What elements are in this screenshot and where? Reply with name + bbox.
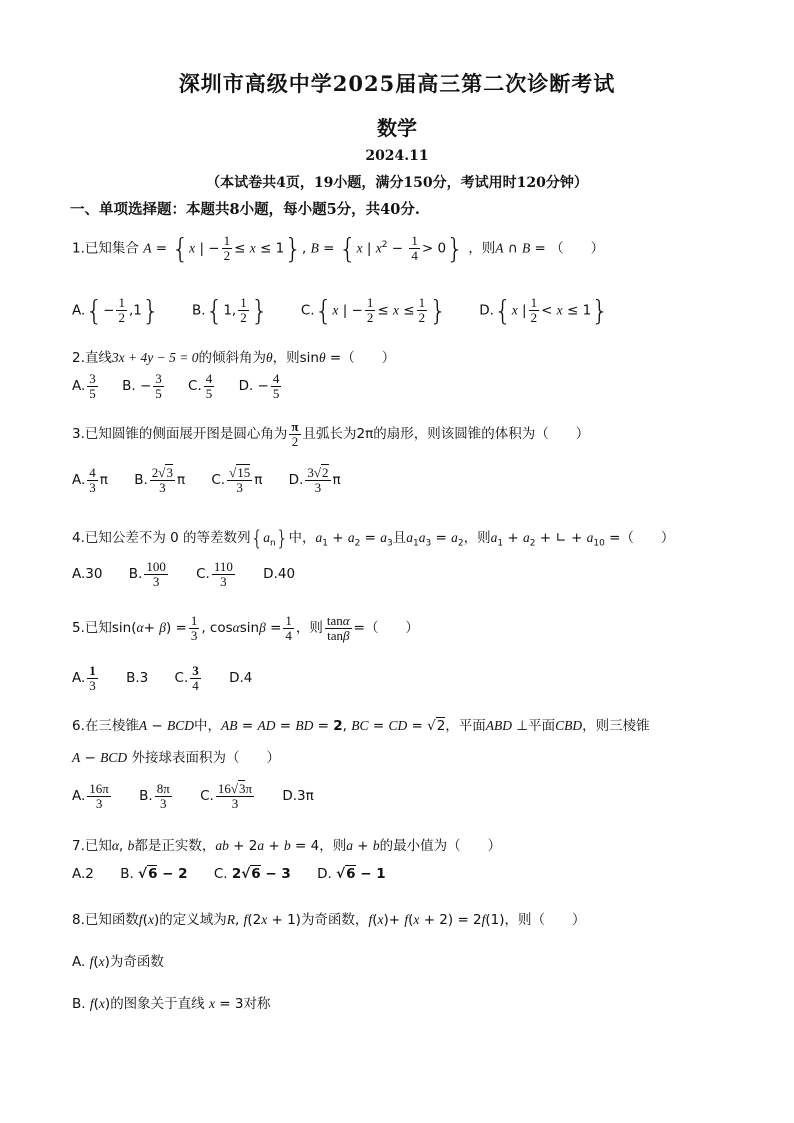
q4-prefix: 4.已知公差不为 0 的等差数列 [72,530,251,546]
q3-suffix: 且弧长为2π的扇形，则该圆锥的体积为（ ） [302,426,590,443]
q6-option-c[interactable]: C. $\frac{16√3\pi}{3}$ [200,781,253,811]
q1-prefix: 1.已知集合 [72,240,139,257]
question-2-options [72,372,311,400]
q5-option-c[interactable]: C. $\frac{3}{4}$ [174,663,199,693]
q5-option-a[interactable]: A. $\frac{1}{3}$ [72,663,96,693]
q7-option-b[interactable]: B. √6 − 2 [120,866,188,882]
q2-prefix: 2.直线 [72,350,112,366]
q7-mid: 都是正实数， [134,838,216,854]
question-6-options [72,782,342,810]
q2-option-c[interactable]: C. $\frac{4}{5}$ [188,371,213,401]
q6-mid2: ，平面 [445,718,486,734]
q7-option-a[interactable]: A.2 [72,866,94,882]
q6-option-d[interactable]: D.3π [282,788,314,805]
exam-info: （本试卷共4页，19小题，满分150分，考试用时120分钟） [206,175,588,191]
q5-blank: （ ） [364,620,419,637]
question-1-options [72,294,637,327]
q4-option-c[interactable]: C. $\frac{110}{3}$ [196,559,233,589]
question-5-options [72,664,280,692]
q4-option-b[interactable]: B. $\frac{100}{3}$ [128,559,166,589]
exam-title: 深圳市高级中学2025届高三第二次诊断考试 [178,71,616,96]
q6-mid: 中， [194,718,222,734]
q1-suffix: ，则 [468,240,496,257]
question-7: 7.已知α, b都是正实数，ab + 2a + b = 4，则a + b的最小值为（ ） [72,838,502,854]
q1-option-d[interactable]: D.{x | $\frac{1}{2}$ < x ≤ 1} [479,294,609,327]
q2-option-a[interactable]: A. $\frac{3}{5}$ [72,371,96,401]
q3-option-b[interactable]: B. $\frac{2√3}{3}$ π [134,465,186,495]
q8-option-a[interactable]: A. f(x)为奇函数 [72,954,164,970]
q1-option-c[interactable]: C.{x | − $\frac{1}{2}$ ≤ x ≤ $\frac{1}{2}$ } [300,294,447,327]
question-6-line2: A − BCD 外接球表面积为（ ） [72,750,280,766]
q2-suffix: ，则 [272,350,300,366]
question-6: 6.在三棱锥A − BCD中，AB = AD = BD = 2, BC = CD = √2，平面ABD ⊥平面CBD，则三棱锥 [72,718,650,734]
exam-subject: 数学 [377,116,417,140]
q2-mid: 的倾斜角为 [198,350,266,366]
q5-suffix: ，则 [295,620,323,637]
q5-option-d[interactable]: D.4 [229,670,253,687]
q1-option-b[interactable]: B.{1, $\frac{1}{2}$ } [191,294,269,327]
q2-blank: （ ） [341,350,396,366]
question-3-options [72,466,369,494]
q3-option-d[interactable]: D. $\frac{3√2}{3}$ π [288,465,341,495]
q4-option-d[interactable]: D.40 [263,566,296,583]
q5-option-b[interactable]: B.3 [126,670,149,687]
q7-option-c[interactable]: C. 2√6 − 3 [213,866,291,882]
q1-option-a[interactable]: A.{− $\frac{1}{2}$ ,1} [72,294,160,327]
q5-prefix: 5.已知 [72,620,112,637]
q6-option-b[interactable]: B. $\frac{8\pi}{3}$ [139,781,170,811]
q8-mid2: 为奇函数， [300,912,369,928]
q8-suffix: ，则（ ） [504,912,586,928]
q7-suffix: 的最小值为（ ） [379,838,502,854]
q3-option-c[interactable]: C. $\frac{√15}{3}$ π [211,465,263,495]
question-2: 2.直线3x + 4y − 5 = 0的倾斜角为θ，则sinθ =（ ） [72,350,396,366]
q6-mid3: 平面 [528,718,556,734]
question-7-options [72,866,414,882]
q4-suffix: ，则 [463,530,491,546]
question-5: 5.已知sin(α+ β) = $\frac{1}{3}$ , cosαsinβ = $\frac{1}{4}$ ，则 $\frac{\tan\alpha}{\tan\beta}$ =（ ） [72,613,419,643]
q8-mid: 的定义域为 [159,912,227,928]
q4-option-a[interactable]: A.30 [72,566,103,583]
q7-option-d[interactable]: D. √6 − 1 [317,866,386,882]
q3-option-a[interactable]: A. $\frac{4}{3}$ π [72,465,108,495]
question-3: 3.已知圆锥的侧面展开图是圆心角为 $\frac{\pi}{2}$ 且弧长为2π的扇形，则该圆锥的体积为（ ） [72,419,590,449]
q7-prefix: 7.已知 [72,838,112,854]
section-heading: 一、单项选择题：本题共8小题，每小题5分，共40分. [70,201,420,218]
q7-mid2: ，则 [319,838,347,854]
question-4-options [72,560,323,588]
q6-suffix: ，则三棱锥 [582,718,650,734]
q6-prefix: 6.在三棱锥 [72,718,139,734]
q2-option-b[interactable]: B. − $\frac{3}{5}$ [122,371,162,401]
q8-option-b[interactable]: B. f(x)的图象关于直线 x = 3对称 [72,996,271,1012]
q3-prefix: 3.已知圆锥的侧面展开图是圆心角为 [72,426,288,443]
q6-option-a[interactable]: A. $\frac{16\pi}{3}$ [72,781,109,811]
question-1: 1.已知集合 A = {x | − $\frac{1}{2}$ ≤ x ≤ 1}, B = {x | $x^2$ − $\frac{1}{4}$ > 0} ，则A ∩ B = （ ） [72,232,605,265]
q2-option-d[interactable]: D. − $\frac{4}{5}$ [238,371,280,401]
q1-blank: （ ） [550,240,605,257]
question-8: 8.已知函数f(x)的定义域为R, f(2x + 1)为奇函数，f(x)+ f(x + 2) = 2f(1)，则（ ） [72,912,586,928]
q4-blank: （ ） [620,530,675,546]
q6-line2: 外接球表面积为（ ） [131,750,280,766]
exam-date: 2024.11 [365,148,429,164]
question-4: 4.已知公差不为 0 的等差数列$\{a_n\}$中，$a_1 + a_2 = a_3$且$a_1a_3 = a_2$，则$a_1 + a_2$ + ∟ + $a_{10}$ =（ ） [72,526,675,550]
q4-mid2: 且 [392,530,407,546]
q4-mid: 中， [288,530,316,546]
q8-prefix: 8.已知函数 [72,912,139,928]
